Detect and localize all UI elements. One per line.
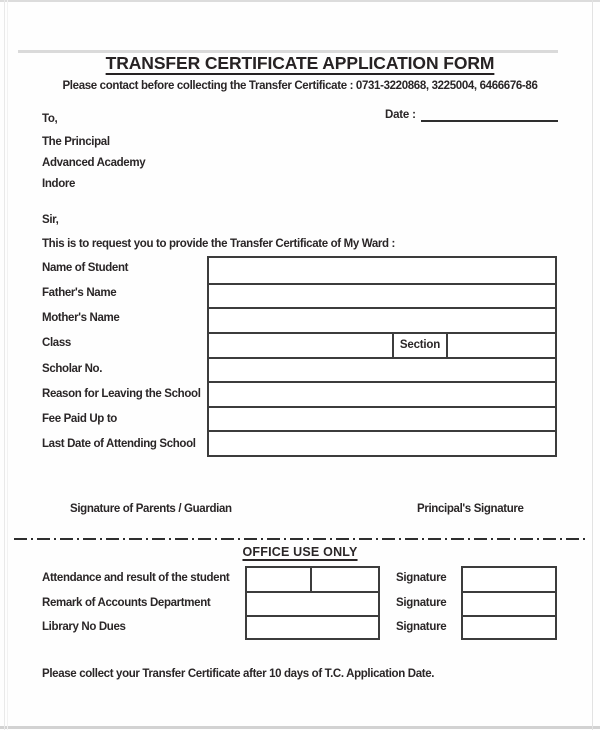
label-last-date: Last Date of Attending School — [42, 438, 196, 450]
label-section: Section — [392, 334, 448, 357]
page-bottom-edge — [0, 726, 600, 729]
label-accounts-remark: Remark of Accounts Department — [42, 597, 211, 609]
parents-signature-label: Signature of Parents / Guardian — [70, 503, 232, 515]
input-name-of-student[interactable] — [209, 258, 555, 283]
form-subtitle: Please contact before collecting the Transfer Certificate : 0731-3220868, 3225004, 6466676-86 — [62, 80, 538, 92]
input-signature-1[interactable] — [463, 568, 555, 591]
office-signature-box — [461, 566, 557, 640]
student-info-table — [207, 256, 557, 457]
input-mothers-name[interactable] — [209, 307, 555, 332]
input-attendance[interactable] — [247, 568, 312, 591]
date-block — [385, 109, 558, 122]
signature-label-1: Signature — [396, 572, 447, 584]
label-fee-paid: Fee Paid Up to — [42, 413, 117, 425]
signature-label-3: Signature — [396, 621, 447, 633]
signature-label-2: Signature — [396, 597, 447, 609]
input-last-date[interactable] — [209, 430, 555, 455]
label-reason-leaving: Reason for Leaving the School — [42, 388, 201, 400]
section-divider — [14, 538, 586, 540]
page-right-edge — [592, 0, 593, 730]
input-fathers-name[interactable] — [209, 283, 555, 308]
input-signature-2[interactable] — [463, 591, 555, 614]
input-library-no-dues[interactable] — [247, 615, 378, 638]
label-library-no-dues: Library No Dues — [42, 621, 126, 633]
office-entry-box — [245, 566, 380, 640]
address-principal: The Principal — [42, 136, 110, 148]
input-reason-leaving[interactable] — [209, 381, 555, 406]
request-line: This is to request you to provide the Transfer Certificate of My Ward : — [42, 238, 396, 250]
form-title: TRANSFER CERTIFICATE APPLICATION FORM — [105, 53, 495, 73]
office-use-heading: OFFICE USE ONLY — [242, 545, 358, 559]
label-attendance-result: Attendance and result of the student — [42, 572, 230, 584]
input-fee-paid[interactable] — [209, 406, 555, 431]
label-fathers-name: Father's Name — [42, 287, 117, 299]
input-signature-3[interactable] — [463, 615, 555, 638]
label-scholar-no: Scholar No. — [42, 363, 103, 375]
address-school: Advanced Academy — [42, 157, 146, 169]
address-city: Indore — [42, 178, 76, 190]
label-mothers-name: Mother's Name — [42, 312, 120, 324]
row-attendance-entry — [247, 568, 378, 591]
date-label: Date : — [385, 109, 416, 121]
label-name-of-student: Name of Student — [42, 262, 129, 274]
page-left-edge-inner — [7, 0, 8, 730]
principal-signature-label: Principal's Signature — [417, 503, 524, 515]
collect-note: Please collect your Transfer Certificate after 10 days of T.C. Application Date. — [42, 668, 435, 680]
input-result[interactable] — [312, 568, 378, 591]
input-section[interactable] — [448, 334, 555, 357]
page-top-edge — [0, 0, 600, 2]
salutation: Sir, — [42, 214, 59, 226]
row-class-section — [209, 332, 555, 357]
input-class[interactable] — [209, 334, 392, 357]
input-accounts-remark[interactable] — [247, 591, 378, 614]
label-class: Class — [42, 337, 71, 349]
date-fill-line[interactable] — [421, 109, 558, 122]
input-scholar-no[interactable] — [209, 357, 555, 382]
page-left-edge — [4, 0, 5, 730]
address-to: To, — [42, 113, 58, 125]
